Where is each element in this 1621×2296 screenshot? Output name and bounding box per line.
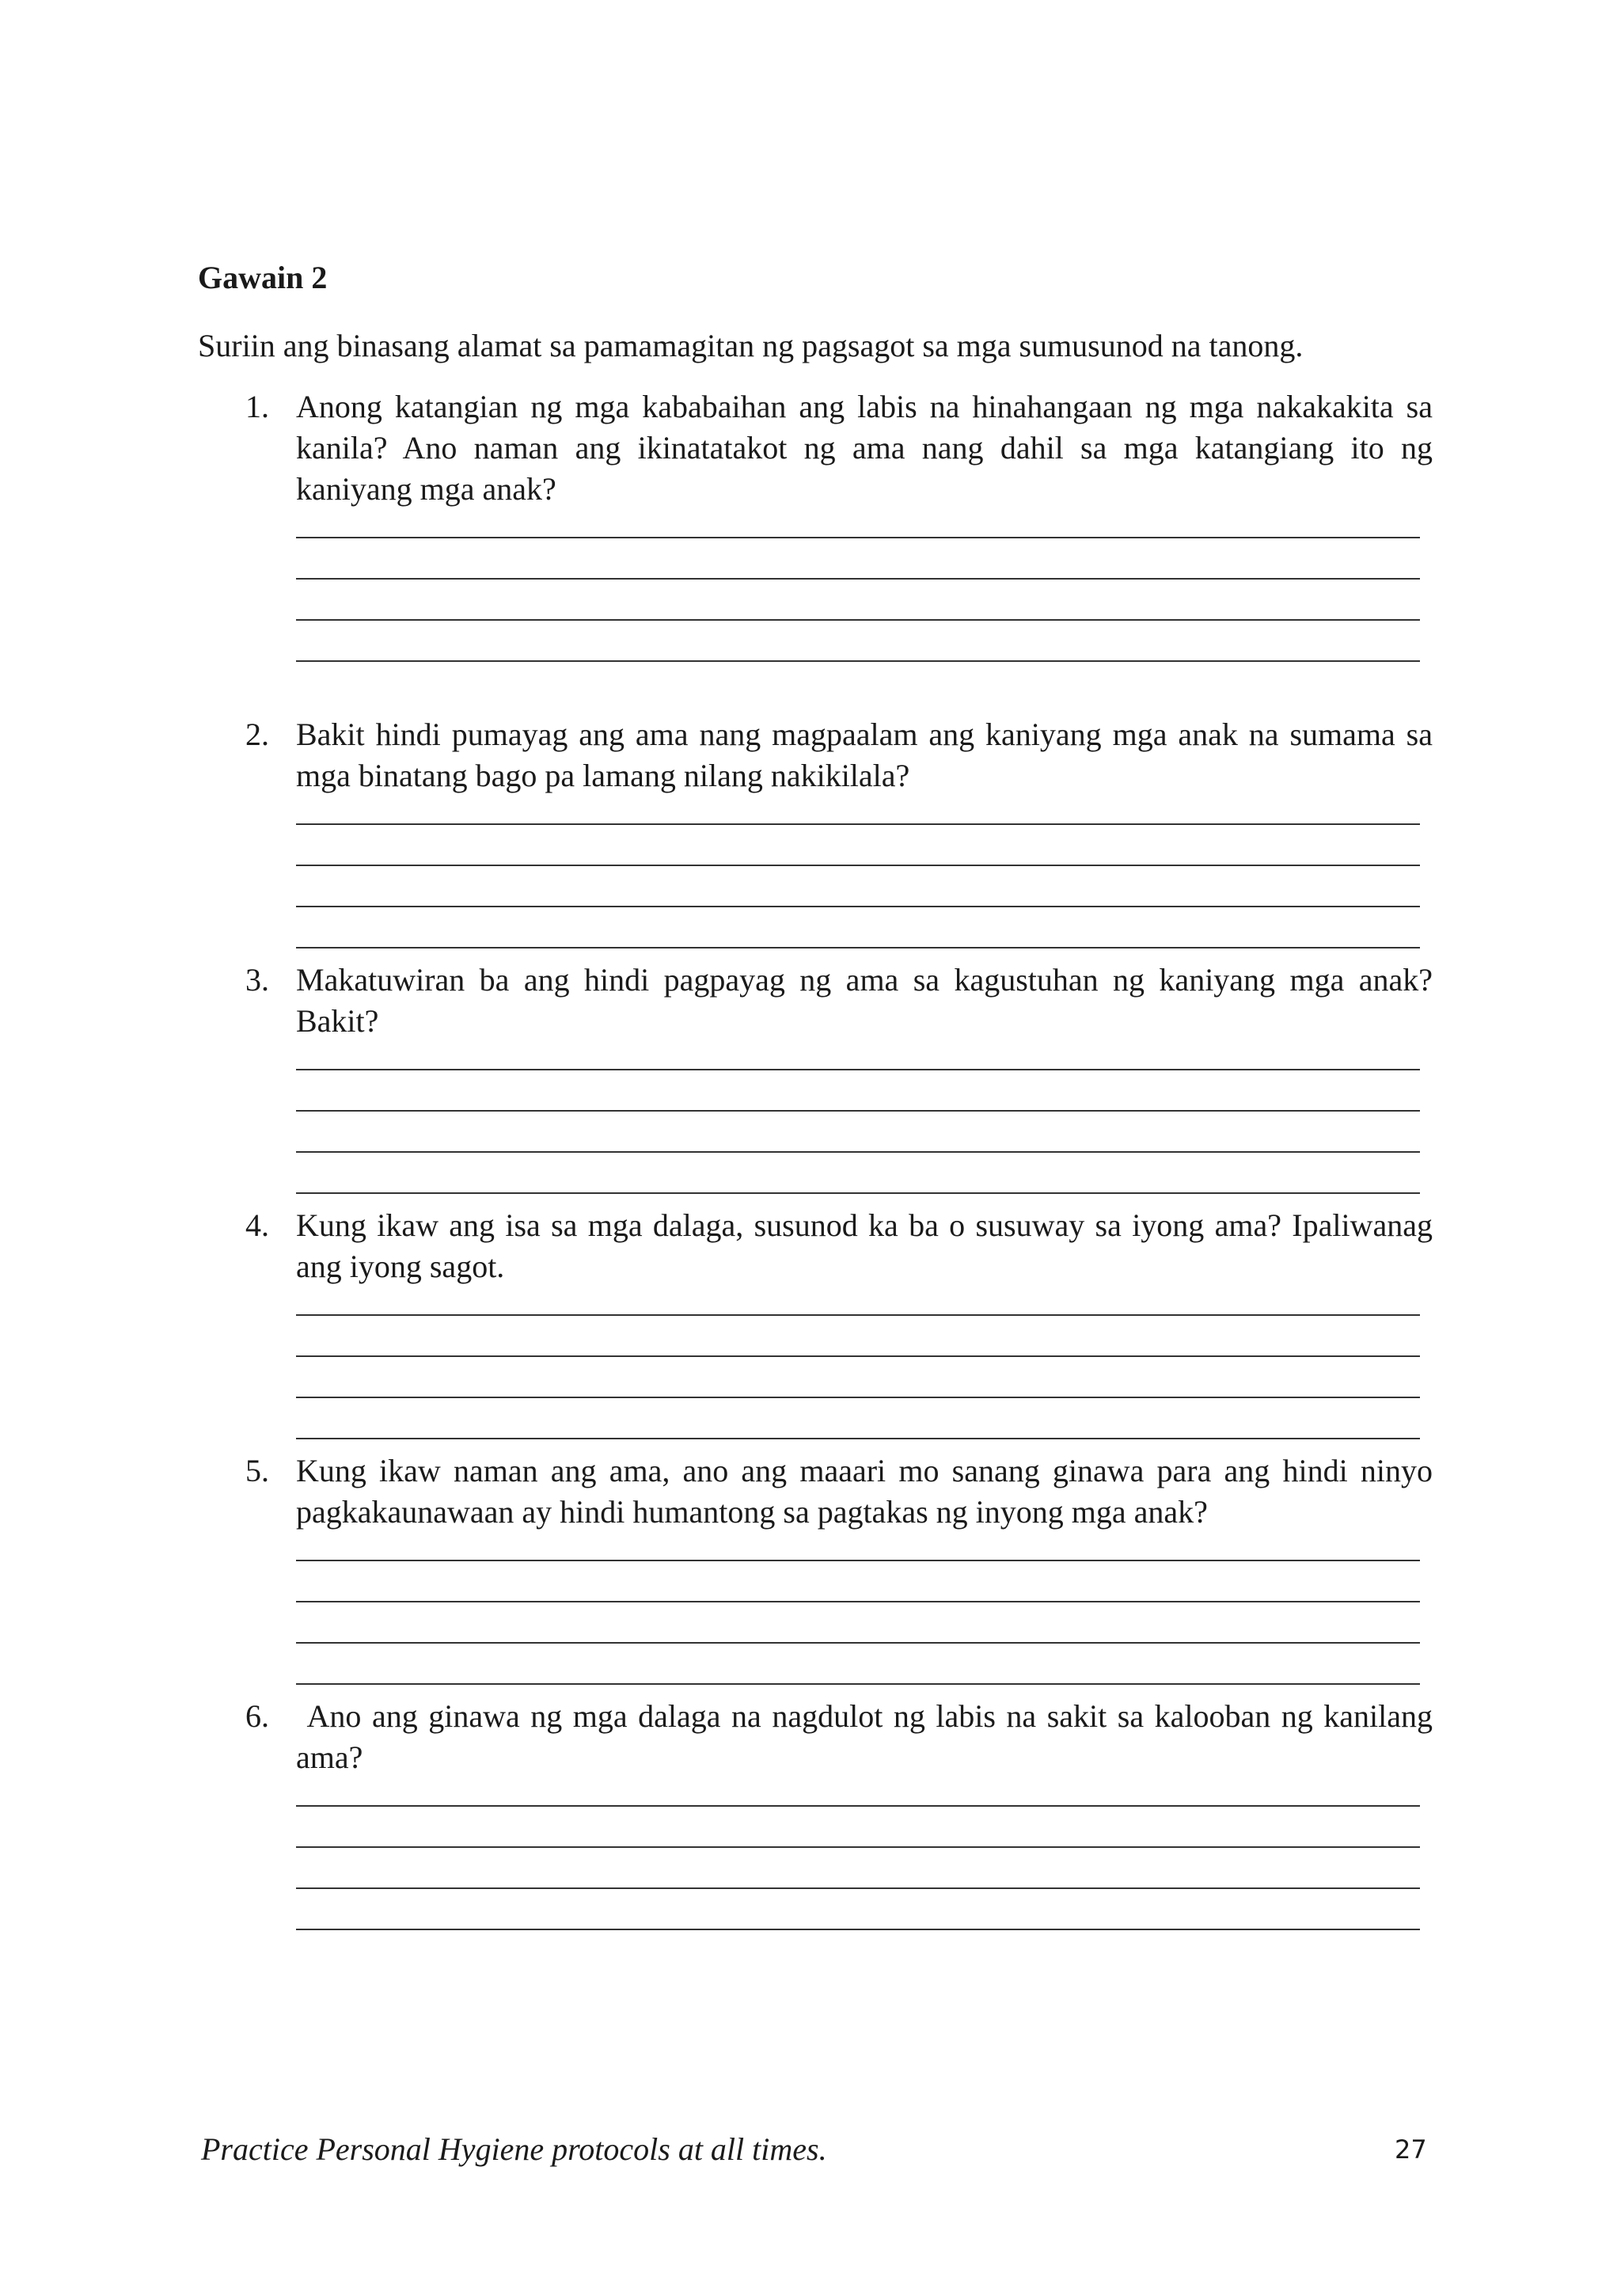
answer-line — [296, 1151, 1420, 1153]
answer-line — [296, 947, 1420, 948]
page-number: 27 — [1395, 2134, 1427, 2165]
question-text: Makatuwiran ba ang hindi pagpayag ng ama sa kagustuhan ng kaniyang mga anak? Bakit? — [296, 962, 1433, 1039]
answer-line — [296, 578, 1420, 580]
answer-line — [296, 1355, 1420, 1357]
activity-heading: Gawain 2 — [198, 260, 328, 295]
question-number: 2. — [245, 717, 269, 752]
answer-line — [296, 1560, 1420, 1561]
answer-lines — [296, 537, 1420, 701]
answer-line — [296, 1929, 1420, 1930]
answer-lines — [296, 1805, 1420, 1970]
question-text: Bakit hindi pumayag ang ama nang magpaalam ang kaniyang mga anak na sumama sa mga binatang bago pa lamang nilang nakikilala? — [296, 717, 1433, 793]
question-number: 3. — [245, 962, 269, 998]
answer-line — [296, 1397, 1420, 1398]
question-text: Kung ikaw ang isa sa mga dalaga, susunod ka ba o susuway sa iyong ama? Ipaliwanag ang iyong sagot. — [296, 1207, 1433, 1284]
answer-line — [296, 1110, 1420, 1112]
answer-line — [296, 1683, 1420, 1685]
answer-line — [296, 1192, 1420, 1194]
answer-line — [296, 1069, 1420, 1070]
answer-line — [296, 1314, 1420, 1316]
answer-line — [296, 1642, 1420, 1644]
answer-line — [296, 1846, 1420, 1848]
question-number: 4. — [245, 1207, 269, 1243]
question-number: 5. — [245, 1453, 269, 1488]
answer-line — [296, 823, 1420, 825]
question-text: Kung ikaw naman ang ama, ano ang maaari mo sanang ginawa para ang hindi ninyo pagkakaunawaan ay hindi humantong sa pagtakas ng inyong mga anak? — [296, 1453, 1433, 1530]
question-text: Anong katangian ng mga kababaihan ang labis na hinahangaan ng mga nakakakita sa kanila? Ano naman ang ikinatatakot ng ama nang dahil sa mga katangiang ito ng kaniyang mga anak? — [296, 389, 1433, 507]
activity-instruction: Suriin ang binasang alamat sa pamamagitan ng pagsagot sa mga sumusunod na tanong. — [198, 328, 1304, 363]
answer-line — [296, 660, 1420, 662]
answer-line — [296, 537, 1420, 538]
answer-line — [296, 619, 1420, 621]
answer-line — [296, 906, 1420, 907]
answer-line — [296, 1805, 1420, 1807]
answer-line — [296, 1438, 1420, 1439]
answer-line — [296, 1601, 1420, 1602]
question-number: 1. — [245, 389, 269, 424]
footer-reminder: Practice Personal Hygiene protocols at all times. — [201, 2131, 827, 2167]
question-text: Ano ang ginawa ng mga dalaga na nagdulot ng labis na sakit sa kalooban ng kanilang ama? — [296, 1698, 1441, 1775]
answer-line — [296, 865, 1420, 866]
answer-line — [296, 1887, 1420, 1889]
question-number: 6. — [245, 1698, 269, 1734]
